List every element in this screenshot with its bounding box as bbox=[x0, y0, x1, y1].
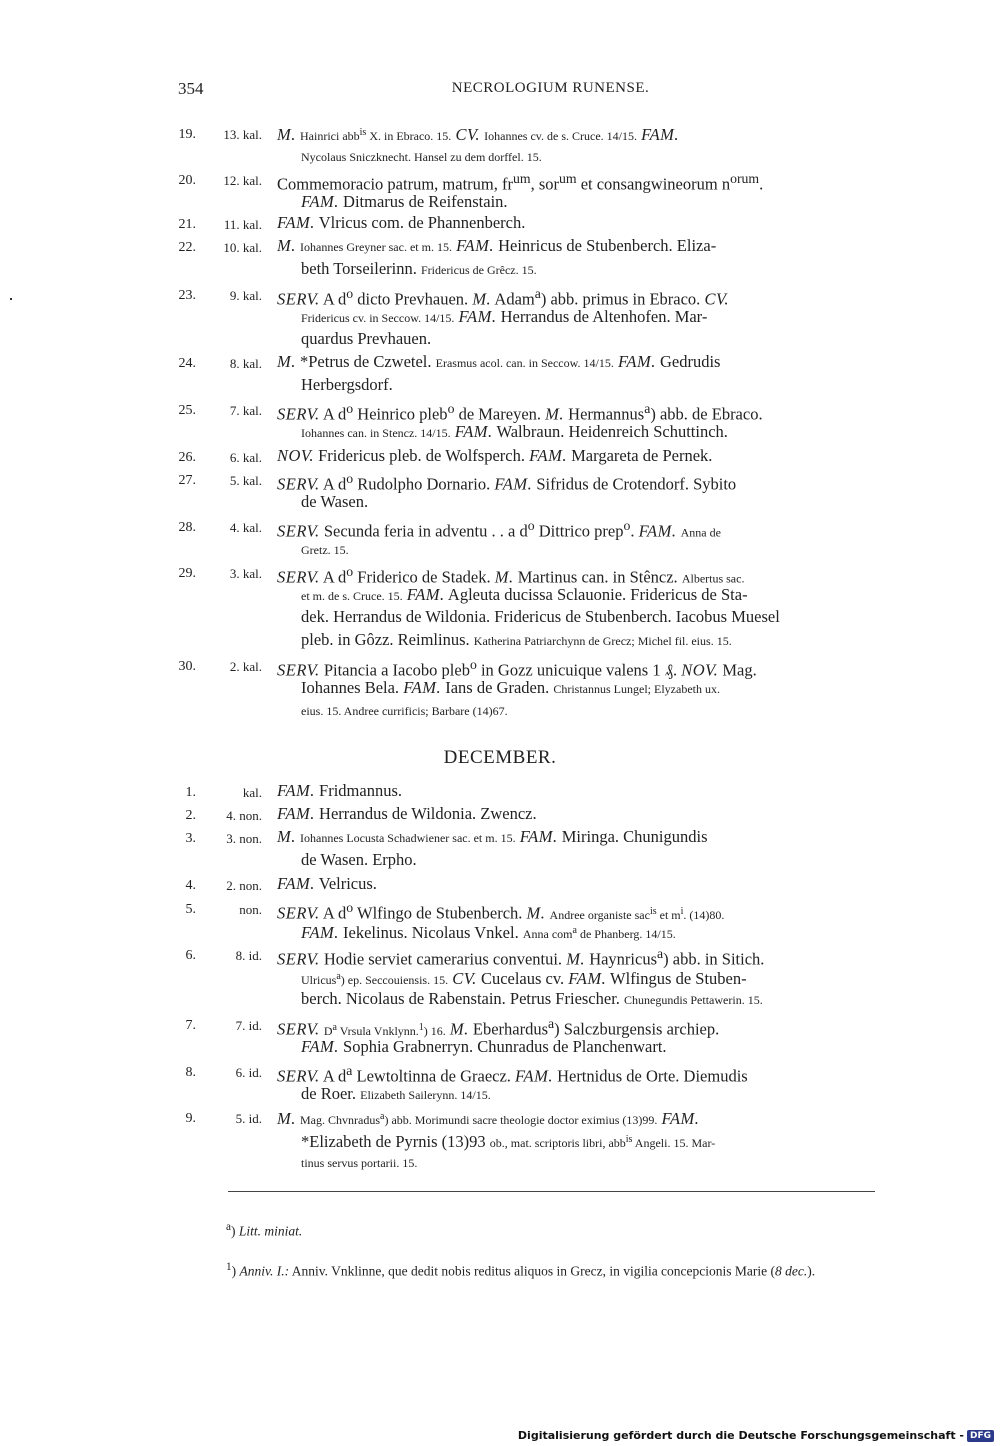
entry-date: 8. kal. bbox=[229, 356, 262, 371]
entry-text bbox=[277, 235, 922, 280]
entry-line: SERV. A $d^o$ Friderico de Stadek. M. Martinus can. in Stêncz. Albertus sac. bbox=[277, 564, 745, 587]
entry-line: beth Torseilerinn. Fridericus de Grêcz. 15. bbox=[301, 258, 537, 278]
entry-line: NOV. Fridericus pleb. de Wolfsperch. FAM. Margareta de Pernek. bbox=[277, 446, 713, 465]
entry-line: quardus Prevhauen. bbox=[301, 329, 432, 348]
entry-line: M. Iohannes Locusta Schadwiener sac. et m. 15. FAM. Miringa. Chunigundis bbox=[277, 827, 708, 846]
entry-date: 7. kal. bbox=[229, 403, 262, 418]
entry-line: M. Iohannes Greyner sac. et m. 15. FAM. Heinricus de Stubenberch. Eliza- bbox=[277, 236, 717, 255]
entry-line: SERV. Secunda feria in adventu . . a $d^o$ Dittrico prep$^o$. FAM. Anna de bbox=[277, 518, 721, 541]
entry-number: 26. bbox=[178, 450, 196, 465]
entry-line: de Wasen. bbox=[301, 491, 369, 511]
entry-line: FAM. Ditmarus de Reifenstain. bbox=[301, 191, 508, 211]
entry-date: 4. non. bbox=[226, 808, 262, 823]
entry-text bbox=[277, 515, 922, 560]
entry-date: 3. kal. bbox=[229, 566, 262, 581]
entry-line: Iohannes can. in Stencz. 14/15. FAM. Walbraun. Heidenreich Schuttinch. bbox=[301, 421, 728, 441]
entry-line: tinus servus portarii. 15. bbox=[301, 1156, 418, 1170]
digitization-footer bbox=[518, 1429, 994, 1442]
entry-date: 6. kal. bbox=[229, 450, 262, 465]
entry-date: 11. kal. bbox=[223, 217, 262, 232]
entry-text bbox=[277, 122, 922, 167]
entry-text bbox=[277, 873, 922, 896]
entry-number: 2. bbox=[185, 808, 196, 823]
entry-text bbox=[277, 561, 922, 651]
footnote-1: $^1$) Anniv. I.: Anniv. Vnklinne, que dedit nobis reditus aliquos in Grecz, in vigilia concepcionis Marie (8 dec.). bbox=[226, 1261, 816, 1279]
entry-line: SERV. A $d^o$ dicto Prevhauen. M. Adam$^a$) abb. primus in Ebraco. CV. bbox=[277, 286, 730, 309]
entry-number: 24. bbox=[178, 356, 196, 371]
section-title-december: DECEMBER. bbox=[443, 747, 557, 768]
entry-number: 27. bbox=[178, 473, 196, 488]
dfg-logo: DFG bbox=[967, 1430, 994, 1442]
entry-text bbox=[277, 445, 922, 468]
entry-number: 7. bbox=[185, 1018, 196, 1033]
entry-line: M. Mag. Chvnradus$^a$) abb. Morimundi sacre theologie doctor eximius (13)99. FAM. bbox=[277, 1109, 700, 1128]
entry-line: FAM. Velricus. bbox=[277, 874, 377, 893]
entry-number: 4. bbox=[185, 878, 196, 893]
entry-line: SERV. A $d^o$ Wlfingo de Stubenberch. M. Andree organiste sac$^{is}$ et $m^i$. (14)80. bbox=[277, 900, 725, 923]
entry-date: 12. kal. bbox=[223, 173, 262, 188]
entry-line: de Wasen. Erpho. bbox=[301, 849, 417, 869]
entry-line: SERV. Hodie serviet camerarius conventui. M. Haynricus$^a$) abb. in Sitich. bbox=[277, 946, 765, 969]
entry-line: M. Hainrici abb$^{is}$ X. in Ebraco. 15. CV. Iohannes cv. de s. Cruce. 14/15. FAM. bbox=[277, 125, 680, 144]
entry-line: SERV. $D^a$ Vrsula Vnklynn.$^1$) 16. M. Eberhardus$^a$) Salczburgensis archiep. bbox=[277, 1016, 720, 1039]
entry-date: kal. bbox=[242, 785, 262, 800]
entry-date: 5. kal. bbox=[229, 473, 262, 488]
entry-number: 29. bbox=[178, 566, 196, 581]
entry-line: Fridericus cv. in Seccow. 14/15. FAM. Herrandus de Altenhofen. Mar- bbox=[301, 306, 708, 326]
running-head: NECROLOGIUM RUNENSE. bbox=[451, 80, 650, 96]
entry-text bbox=[277, 283, 922, 351]
entry-text bbox=[277, 168, 922, 213]
entry-text bbox=[277, 1013, 922, 1058]
entry-line: SERV. A $d^a$ Lewtoltinna de Graecz. FAM. Hertnidus de Orte. Diemudis bbox=[277, 1063, 748, 1086]
entry-text bbox=[277, 1106, 922, 1174]
page-number: 354 bbox=[178, 79, 204, 98]
entry-text bbox=[277, 468, 922, 513]
entry-number: 8. bbox=[185, 1065, 196, 1080]
entry-line: de Roer. Elizabeth Sailerynn. 14/15. bbox=[301, 1083, 491, 1103]
entry-line: FAM. Iekelinus. Nicolaus Vnkel. Anna com$^a$ de Phanberg. 14/15. bbox=[301, 922, 676, 942]
entry-number: 9. bbox=[185, 1111, 196, 1126]
footer-text: Digitalisierung gefördert durch die Deutsche Forschungsgemeinschaft - bbox=[517, 1429, 964, 1442]
entry-text bbox=[277, 826, 922, 871]
entry-line: FAM. Fridmannus. bbox=[277, 781, 402, 800]
entry-text bbox=[277, 780, 922, 803]
entry-text bbox=[277, 1060, 922, 1105]
entry-number: 6. bbox=[185, 948, 196, 963]
entry-date: 7. id. bbox=[235, 1018, 262, 1033]
entry-text bbox=[277, 654, 922, 722]
entry-line: *Elizabeth de Pyrnis (13)93 ob., mat. scriptoris libri, abb$^{is}$ Angeli. 15. Mar- bbox=[301, 1131, 716, 1151]
entry-line: SERV. A $d^o$ Heinrico pleb$^o$ de Mareyen. M. Hermannus$^a$) abb. de Ebraco. bbox=[277, 401, 763, 424]
entry-date: non. bbox=[239, 902, 262, 917]
entry-line: et m. de s. Cruce. 15. FAM. Agleuta ducissa Sclauonie. Fridericus de Sta- bbox=[301, 584, 748, 604]
entry-number: 21. bbox=[178, 217, 196, 232]
entry-number: 5. bbox=[185, 902, 196, 917]
entry-line: Nycolaus Sniczknecht. Hansel zu dem dorffel. 15. bbox=[301, 149, 542, 164]
entry-line: Commemoracio patrum, matrum, $fr^{um}$, sor$^{um}$ et consangwineorum $n^{orum}$. bbox=[277, 171, 764, 194]
entry-date: 2. non. bbox=[226, 878, 262, 893]
entry-number: 22. bbox=[178, 240, 196, 255]
entry-line: M. *Petrus de Czwetel. Erasmus acol. can. in Seccow. 14/15. FAM. Gedrudis bbox=[277, 352, 721, 371]
entry-line: pleb. in Gôzz. Reimlinus. Katherina Patriarchynn de Grecz; Michel fil. eius. 15. bbox=[301, 629, 732, 649]
entry-date: 13. kal. bbox=[223, 127, 262, 142]
entry-text bbox=[277, 943, 922, 1011]
entry-line: SERV. A $d^o$ Rudolpho Dornario. FAM. Sifridus de Crotendorf. Sybito bbox=[277, 471, 737, 494]
entry-text bbox=[277, 351, 922, 396]
entry-line: berch. Nicolaus de Rabenstain. Petrus Friescher. Chunegundis Pettawerin. 15. bbox=[301, 989, 763, 1008]
entry-date: 10. kal. bbox=[223, 240, 262, 255]
entry-number: 28. bbox=[178, 520, 196, 535]
entry-text bbox=[277, 398, 922, 443]
entry-date: 3. non. bbox=[226, 831, 262, 846]
entry-number: 19. bbox=[178, 127, 196, 142]
page-header bbox=[178, 79, 923, 103]
scan-speck bbox=[10, 298, 12, 300]
entry-text bbox=[277, 803, 922, 826]
entry-line: FAM. Vlricus com. de Phannenberch. bbox=[277, 213, 526, 232]
entry-line: Gretz. 15. bbox=[301, 542, 349, 557]
entry-line: FAM. Herrandus de Wildonia. Zwencz. bbox=[277, 804, 537, 823]
footnote-a: $^a$) Litt. miniat. bbox=[226, 1221, 303, 1239]
entry-line: eius. 15. Andree currificis; Barbare (14)67. bbox=[301, 704, 508, 718]
entry-date: 8. id. bbox=[235, 948, 262, 963]
entry-line: Herbergsdorf. bbox=[301, 374, 393, 394]
entry-number: 23. bbox=[178, 288, 196, 303]
entry-line: FAM. Sophia Grabnerryn. Chunradus de Planchenwart. bbox=[301, 1036, 667, 1056]
entry-line: Iohannes Bela. FAM. Ians de Graden. Christannus Lungel; Elyzabeth ux. bbox=[301, 677, 720, 697]
footnote-rule bbox=[228, 1191, 875, 1192]
entry-number: 30. bbox=[178, 659, 196, 674]
entry-date: 9. kal. bbox=[229, 288, 262, 303]
entry-number: 1. bbox=[185, 785, 196, 800]
entry-date: 4. kal. bbox=[229, 520, 262, 535]
entry-text bbox=[277, 897, 922, 942]
entry-date: 6. id. bbox=[235, 1065, 262, 1080]
entry-number: 20. bbox=[178, 173, 196, 188]
entry-number: 25. bbox=[178, 403, 196, 418]
entry-text bbox=[277, 212, 922, 235]
entry-line: dek. Herrandus de Wildonia. Fridericus de Stubenberch. Iacobus Muesel bbox=[301, 607, 780, 626]
entry-number: 3. bbox=[185, 831, 196, 846]
entry-date: 2. kal. bbox=[229, 659, 262, 674]
entry-line: Ulricus$^a$) ep. Seccouiensis. 15. CV. Cucelaus cv. FAM. Wlfingus de Stuben- bbox=[301, 968, 747, 988]
entry-line: SERV. Pitancia a Iacobo pleb$^o$ in Gozz unicuique valens 1 ₰. NOV. Mag. bbox=[277, 657, 757, 680]
entry-date: 5. id. bbox=[235, 1111, 262, 1126]
